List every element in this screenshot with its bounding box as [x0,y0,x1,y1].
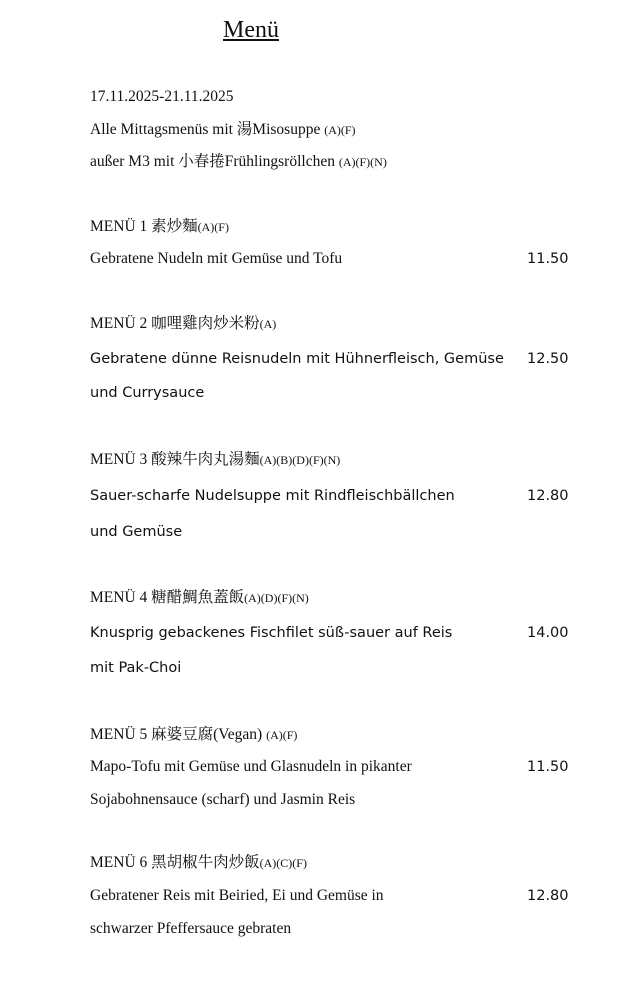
menu-price: 11.50 [527,759,569,775]
menu-title: MENÜ 6 黑胡椒牛肉炒飯 [90,854,260,871]
allergen-codes: (A)(F)(N) [338,155,387,169]
intro-text: außer M3 mit 小春捲Frühlingsröllchen [90,153,335,170]
page-title: Menü [223,17,279,43]
menu-description: schwarzer Pfeffersauce gebraten [90,920,292,937]
menu-title: MENÜ 1 素炒麵 [90,218,198,235]
menu-description: Sojabohnensauce (scharf) und Jasmin Reis [90,791,356,808]
allergen-codes: (A)(F) [324,123,356,137]
menu-header [90,450,340,470]
menu-description: und Currysauce [90,385,205,401]
menu-description: Gebratener Reis mit Beiried, Ei und Gemüse in [90,887,384,904]
allergen-codes: (A)(B)(D)(F)(N) [259,453,341,467]
menu-header [90,853,307,873]
intro-text: Alle Mittagsmenüs mit 湯Misosuppe [90,121,321,138]
menu-header [90,314,276,334]
allergen-codes: (A)(F) [197,220,229,234]
allergen-codes: (A)(F) [266,728,298,742]
menu-header [90,217,229,237]
menu-price: 14.00 [527,625,569,641]
menu-title: MENÜ 5 麻婆豆腐(Vegan) [90,726,263,743]
menu-description: Knusprig gebackenes Fischfilet süß-sauer auf Reis [90,625,453,641]
menu-header [90,588,309,608]
allergen-codes: (A)(C)(F) [259,856,307,870]
menu-title: MENÜ 4 糖醋鯛魚蓋飯 [90,589,245,606]
menu-description: Gebratene dünne Reisnudeln mit Hühnerfleisch, Gemüse [90,351,504,367]
menu-description: Sauer-scharfe Nudelsuppe mit Rindfleischbällchen [90,488,455,504]
menu-description: Mapo-Tofu mit Gemüse und Glasnudeln in pikanter [90,758,412,775]
intro-line [90,120,356,140]
allergen-codes: (A) [259,317,277,331]
menu-price: 11.50 [527,251,569,267]
menu-price: 12.80 [527,888,569,904]
menu-title: MENÜ 3 酸辣牛肉丸湯麵 [90,451,260,468]
menu-description: Gebratene Nudeln mit Gemüse und Tofu [90,250,343,267]
menu-description: mit Pak-Choi [90,660,182,676]
menu-description: und Gemüse [90,524,183,540]
menu-price: 12.80 [527,488,569,504]
menu-price: 12.50 [527,351,569,367]
allergen-codes: (A)(D)(F)(N) [244,591,309,605]
menu-header [90,725,297,745]
menu-title: MENÜ 2 咖哩雞肉炒米粉 [90,315,260,332]
date-range: 17.11.2025-21.11.2025 [90,88,234,105]
intro-line [90,152,387,172]
